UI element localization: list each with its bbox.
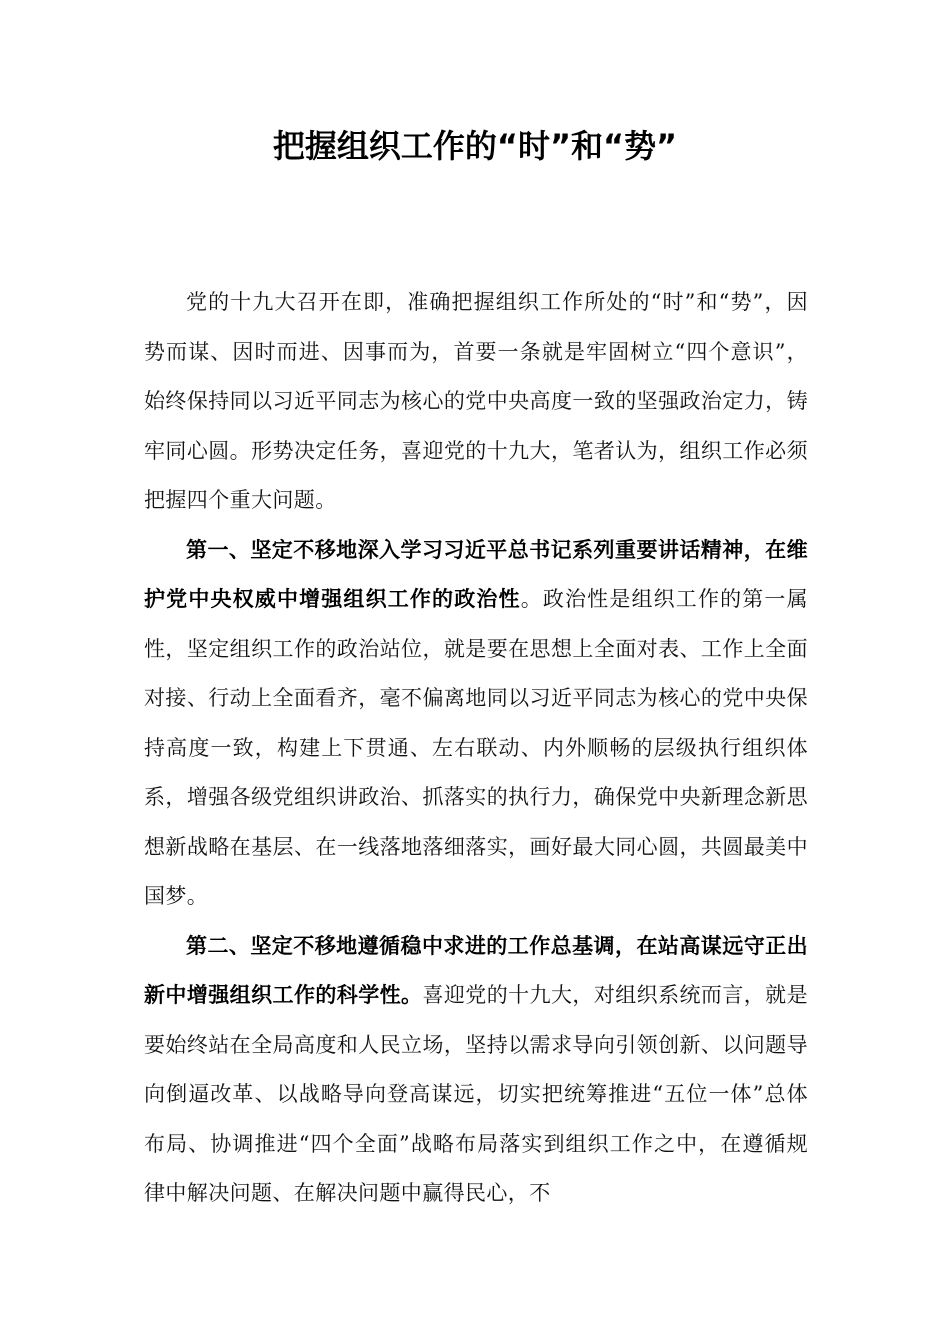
paragraph-intro: [144, 278, 808, 526]
document-title: 把握组织工作的“时”和“势”: [272, 127, 678, 165]
paragraph-text: 。政治性是组织工作的第一属性，坚定组织工作的政治站位，就是要在思想上全面对表、工作上全面对接、行动上全面看齐，毫不偏离地同以习近平同志为核心的党中央保持高度一致，构建上下贯通、左右联动、内外顺畅的层级执行组织体系，增强各级党组织讲政治、抓落实的执行力，确保党中央新理念新思想新战略在基层、在一线落地落细落实，画好最大同心圆，共圆最美中国梦。: [144, 587, 808, 908]
paragraph-point-one: [144, 526, 808, 922]
paragraph-text: 喜迎党的十九大，对组织系统而言，就是要始终站在全局高度和人民立场，坚持以需求导向引领创新、以问题导向倒逼改革、以战略导向登高谋远，切实把统筹推进“五位一体”总体布局、协调推进“四个全面”战略布局落实到组织工作之中，在遵循规律中解决问题、在解决问题中赢得民心，不: [144, 983, 809, 1205]
paragraph-point-two: [144, 922, 808, 1219]
document-body: [144, 278, 808, 1219]
paragraph-text: 党的十九大召开在即，准确把握组织工作所处的“时”和“势”，因势而谋、因时而进、因事而为，首要一条就是牢固树立“四个意识”，始终保持同以习近平同志为核心的党中央高度一致的坚强政治定力，铸牢同心圆。形势决定任务，喜迎党的十九大，笔者认为，组织工作必须把握四个重大问题。: [144, 290, 808, 512]
paragraph-lead: 第二、坚定不移地遵循稳中求进的工作总基调，在站高谋远守正出新中增强组织工作的科学性。: [144, 933, 808, 1007]
paragraph-lead: 第一、坚定不移地深入学习习近平总书记系列重要讲话精神，在维护党中央权威中增强组织工作的政治性: [144, 537, 808, 611]
